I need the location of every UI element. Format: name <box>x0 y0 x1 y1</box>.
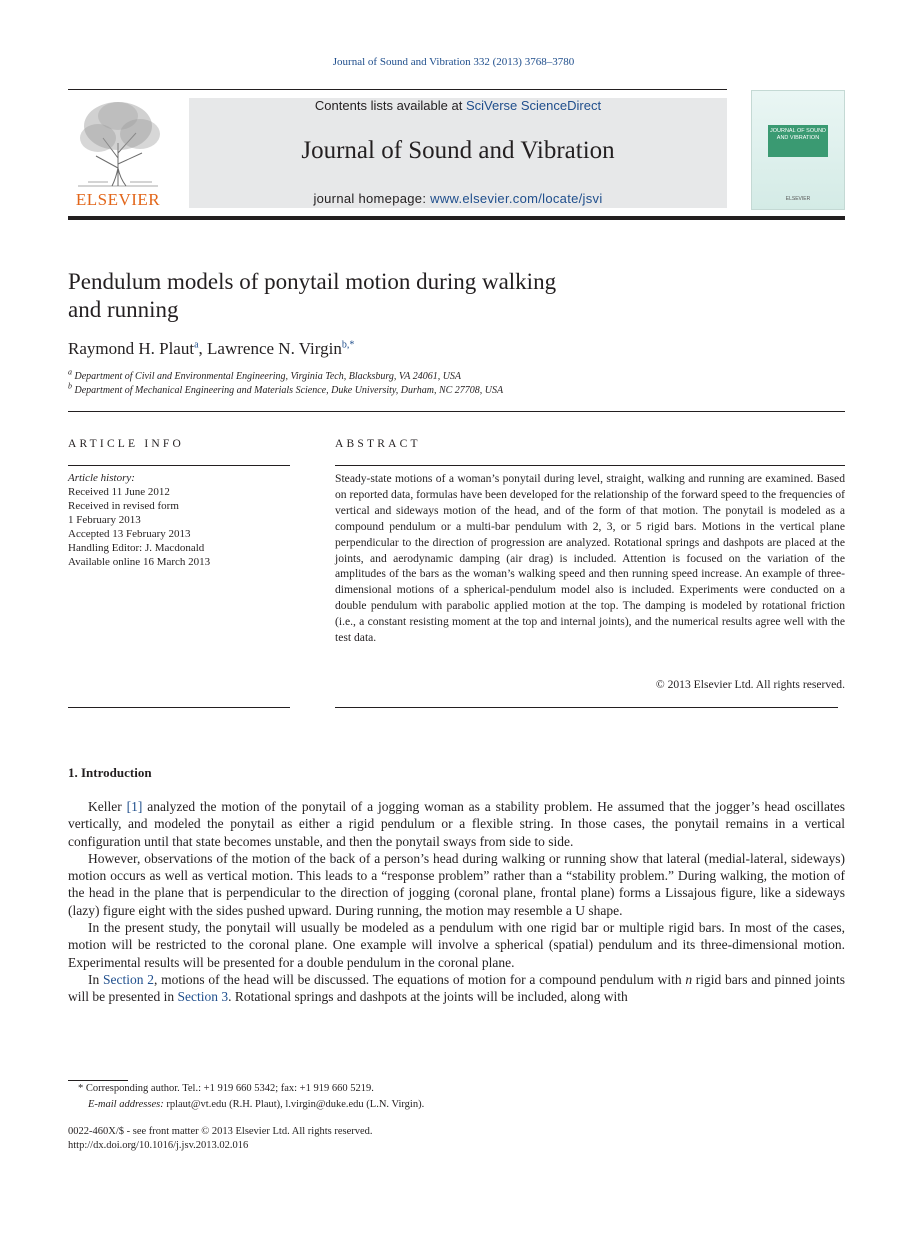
author-separator: , <box>198 339 208 358</box>
affiliation-b <box>68 381 504 396</box>
intro-text: Keller <box>88 799 127 814</box>
affiliation-rule <box>68 411 845 412</box>
affiliation-marker-a[interactable]: a <box>194 339 199 351</box>
intro-paragraph-2: However, observations of the motion of the back of a person’s head during walking or running show that lateral (medial-lateral, sideways) motion occurs as well as vertical motion. This leads to a “response problem” rather than a “stability problem.” During walking, the motion of the head in the plane that is perpendicular to the direction of jogging (coronal plane, frontal plane) forms a Lissajous figure, like a sideways (lazy) figure eight with the sides pushed upward. During running, the motion may resemble a U shape. <box>68 850 845 918</box>
affiliation-a-text: Department of Civil and Environmental Engineering, Virginia Tech, Blacksburg, VA 24061, USA <box>74 371 462 382</box>
homepage-link[interactable]: www.elsevier.com/locate/jsvi <box>430 191 603 206</box>
issn-line: 0022-460X/$ - see front matter © 2013 Elsevier Ltd. All rights reserved. <box>68 1126 373 1137</box>
header-thick-rule <box>68 216 845 220</box>
intro-text: analyzed the motion of the ponytail of a jogging woman as a stability problem. He assumed that the jogger’s head oscillates vertically, and modeled the ponytail as either a rigid pendulum or a flexible string. In those cases, the ponytail remains in a vertical configuration until that state becomes unstable, and then the ponytail sways from side to side. <box>68 799 845 849</box>
history-label: Article history: <box>68 472 135 484</box>
journal-citation[interactable]: Journal of Sound and Vibration 332 (2013) 3768–3780 <box>332 56 575 68</box>
section-2-link[interactable]: Section 2 <box>103 971 154 987</box>
affiliation-a-label: a <box>68 367 72 377</box>
corresponding-author-note: * Corresponding author. Tel.: +1 919 660 5342; fax: +1 919 660 5219. <box>78 1083 374 1094</box>
sciencedirect-link[interactable]: SciVerse ScienceDirect <box>465 98 602 113</box>
introduction-heading: 1. Introduction <box>68 765 152 780</box>
reference-link-1[interactable]: [1] <box>126 799 143 814</box>
article-history <box>68 471 290 569</box>
history-line: Received in revised form <box>68 500 179 512</box>
abstract-heading: ABSTRACT <box>335 438 421 450</box>
history-line: Available online 16 March 2013 <box>68 556 211 568</box>
affiliation-a <box>68 367 462 382</box>
footnote-rule <box>68 1080 128 1081</box>
title-line-1: Pendulum models of ponytail motion during walking <box>68 269 557 294</box>
intro-text: . Rotational springs and dashpots at the joints will be included, along with <box>228 989 628 1005</box>
intro-text: , motions of the head will be discussed. The equations of motion for a compound pendulum with <box>154 971 686 987</box>
title-line-2: and running <box>68 297 179 322</box>
affiliation-b-text: Department of Mechanical Engineering and Materials Science, Duke University, Durham, NC 27708, USA <box>74 385 504 396</box>
intro-text: rigid bars and pinned joints will be presented in <box>68 971 846 1005</box>
doi-link[interactable]: http://dx.doi.org/10.1016/j.jsv.2013.02.016 <box>68 1140 249 1151</box>
history-line: Accepted 13 February 2013 <box>68 528 191 540</box>
abstract-top-rule <box>335 465 845 466</box>
section-3-link[interactable]: Section 3 <box>177 989 229 1005</box>
article-info-heading: ARTICLE INFO <box>68 438 184 450</box>
contents-line <box>189 98 727 113</box>
header-top-rule <box>68 89 727 90</box>
abstract-bottom-rule <box>335 707 838 708</box>
tree-icon <box>68 98 168 188</box>
homepage-line <box>189 191 727 206</box>
article-info-bottom-rule <box>68 707 290 708</box>
journal-name: Journal of Sound and Vibration <box>301 137 615 164</box>
email-addresses[interactable]: rplaut@vt.edu (R.H. Plaut), l.virgin@duke.edu (L.N. Virgin). <box>163 1099 425 1110</box>
elsevier-wordmark: ELSEVIER <box>75 190 161 209</box>
cover-publisher: ELSEVIER <box>785 196 811 202</box>
email-label: E-mail addresses: <box>88 1099 164 1110</box>
variable-n: n <box>685 971 693 987</box>
cover-title: JOURNAL OF SOUND AND VIBRATION <box>769 128 827 141</box>
intro-paragraph-4 <box>68 971 845 1006</box>
intro-paragraph-1 <box>68 798 845 850</box>
contents-prefix: Contents lists available at <box>314 98 466 113</box>
abstract-text: Steady-state motions of a woman’s ponytail during level, straight, walking and running are examined. Based on reported data, formulas have been developed for the relationship of the forward speed to the frequencies of vertical and sideways motion of the head, and of the form of that motion. The ponytail is modeled as a compound pendulum or a multi-bar pendulum with 2, 3, or 5 rigid bars. Motions in the vertical plane perpendicular to the direction of progression are analyzed. Rotational springs and dashpots are placed at the joints, and aerodynamic damping (air drag) is included. Attention is focused on the variation of the amplitudes of the bars as the woman’s walking speed and then running speed increase. An example of three-dimensional motions of a spherical-pendulum model also is included. Experiments were conducted on a double pendulum with parabolic applied motion at the top. The damping is modeled by rotational friction (i.e., a constant resisting moment at the top and internal joints), and the numerical results agree well with the test data. <box>335 472 845 645</box>
article-title <box>68 268 708 324</box>
abstract-copyright: © 2013 Elsevier Ltd. All rights reserved. <box>655 678 845 691</box>
affiliation-b-label: b <box>68 381 72 391</box>
author-plaut: Raymond H. Plaut <box>68 339 195 358</box>
intro-paragraph-3: In the present study, the ponytail will usually be modeled as a pendulum with one rigid bar or multiple rigid bars. In most of the cases, motion will be restricted to the coronal plane. One example will involve a spherical (spatial) pendulum and its three-dimensional motion. Experimental results will be presented for a double pendulum in the coronal plane. <box>68 920 845 970</box>
homepage-prefix: journal homepage: <box>313 191 431 206</box>
affiliation-marker-b[interactable]: b,* <box>341 339 355 351</box>
intro-text: In <box>88 971 103 987</box>
introduction-body <box>68 798 845 1006</box>
history-line: Handling Editor: J. Macdonald <box>68 542 205 554</box>
history-line: Received 11 June 2012 <box>68 486 170 498</box>
author-list <box>68 339 354 359</box>
article-info-top-rule <box>68 465 290 466</box>
history-line: 1 February 2013 <box>68 514 141 526</box>
author-virgin: Lawrence N. Virgin <box>207 339 342 358</box>
email-note <box>88 1099 424 1110</box>
